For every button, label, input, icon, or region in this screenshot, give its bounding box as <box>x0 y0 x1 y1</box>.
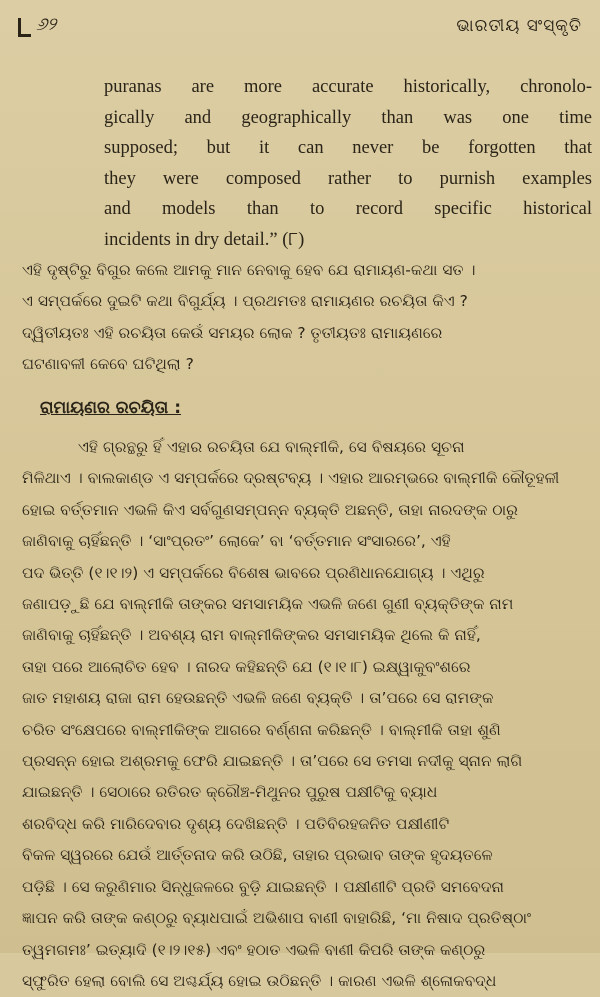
running-title: ଭାରତୀୟ ସଂସ୍କୃତି <box>456 16 582 36</box>
quote-line: supposed; but it can never be forgotten that <box>104 138 592 158</box>
paragraph-body <box>22 432 592 997</box>
text-line: ଏହି ଦୃଷ୍ଟିରୁ ବିଗୁର କଲେ ଆମକୁ ମାନ ନେବାକୁ ହେବ ଯେ ରାମାୟଣ-କଥା ସତ । <box>22 261 476 279</box>
corner-mark <box>18 18 31 37</box>
text-line: ଦ୍ୱିତୀୟତଃ ଏହି ରଚୟିତା କେଉଁ ସମୟର ଲୋକ ? ତୃତୀୟତଃ ରାମାୟଣରେ <box>22 323 443 342</box>
text-line: ପ୍ରସନ୍ନ ହୋଇ ଅଶ୍ରମକୁ ଫେରି ଯାଇଛନ୍ତି । ତା’ପରେ ସେ ତମସା ନଦୀକୁ ସ୍ନାନ ଲାଗି <box>22 752 523 771</box>
text-line: ପଡ଼ିଛି । ସେ କରୁଣିମାର ସିନ୍ଧୁଜଳରେ ବୁଡ଼ି ଯାଇଛନ୍ତି । ପକ୍ଷୀଣୀଟି ପ୍ରତି ସମବେଦନା <box>22 877 504 896</box>
page-number: ୬୨ <box>36 14 57 35</box>
quote-line: and models than to record specific historical <box>104 199 592 219</box>
text-line: ଜ୍ଞାପନ କରି ତାଙ୍କ କଣ୍ଠରୁ ବ୍ୟାଧପାଇଁ ଅଭିଶାପ ବାଣୀ ବାହାରିଛି, ‘ମା ନିଷାଦ ପ୍ରତିଷ୍ଠାଂ <box>22 909 532 928</box>
quote-line: they were composed rather to purnish examples <box>104 168 592 189</box>
text-line: ଜାଣିବାକୁ ଚାହିଁଛନ୍ତି । ‘ସାଂପ୍ରତଂ’ ଲୋକେ’ ବା ‘ବର୍ତ୍ତମାନ ସଂସାରରେ’, ଏହି <box>22 532 451 551</box>
text-line: ଚରିତ ସଂକ୍ଷେପରେ ବାଲ୍ମୀକିଙ୍କ ଆଗରେ ବର୍ଣ୍ଣନା କରିଛନ୍ତି । ବାଲ୍ମୀକି ତାହା ଶୁଣି <box>22 720 501 739</box>
text-line: ଯାଇଛନ୍ତି । ସେଠାରେ ରତିରତ କ୍ରୌଞ୍ଚ-ମିଥୁନର ପୁରୁଷ ପକ୍ଷୀଟିକୁ ବ୍ୟାଧ <box>22 783 438 802</box>
quote-line: incidents in dry detail.” (୮) <box>104 229 305 250</box>
text-line: ତାହା ପରେ ଆଲୋଚିତ ହେବ । ନାରଦ କହିଛନ୍ତି ଯେ (୧।୧।୮) ଇକ୍ଷ୍ୱାକୁବଂଶରେ <box>22 657 471 676</box>
paragraph-intro <box>22 255 592 381</box>
text-line: ଘଟଣାବଳୀ କେବେ ଘଟିଥିଲା ? <box>22 355 194 374</box>
text-line: ପଦ ଭିତ୍ତି (୧।୧।୨) ଏ ସମ୍ପର୍କରେ ବିଶେଷ ଭାବରେ ପ୍ରଣିଧାନଯୋଗ୍ୟ । ଏଥିରୁ <box>22 563 485 582</box>
text-line: ମିଳିଥାଏ । ବାଲକାଣ୍ଡ ଏ ସମ୍ପର୍କରେ ଦ୍ରଷ୍ଟବ୍ୟ । ଏହାର ଆରମ୍ଭରେ ବାଲ୍ମୀକି କୌତୂହଳୀ <box>22 469 560 488</box>
text-line: ସ୍ଫୁରିତ ହେଲା ବୋଲି ସେ ଅଶ୍ଚର୍ଯ୍ୟ ହୋଇ ଉଠିଛନ୍ତି । କାରଣ ଏଭଳି ଶ୍ଳୋକବଦ୍ଧ <box>22 971 497 990</box>
text-line: ଏହି ଗ୍ରନ୍ଥରୁ ହିଁ ଏହାର ରଚୟିତା ଯେ ବାଲ୍ମୀକି, ସେ ବିଷୟରେ ସୂଚନା <box>78 438 465 456</box>
text-line: ଶରବିଦ୍ଧ କରି ମାରିଦେବାର ଦୃଶ୍ୟ ଦେଖିଛନ୍ତି । ପତିବିରହଜନିତ ପକ୍ଷୀଣୀଟି <box>22 814 450 833</box>
english-quote <box>104 72 592 255</box>
quote-line: puranas are more accurate historically, chronolo- <box>104 77 592 97</box>
text-line: ଜଣାପଡ଼ୁଛି ଯେ ବାଲ୍ମୀକି ତାଙ୍କର ସମସାମୟିକ ଏଭଳି ଜଣେ ଗୁଣୀ ବ୍ୟକ୍ତିଙ୍କ ନାମ <box>22 595 514 614</box>
section-heading: ରାମାୟଣର ରଚୟିତା : <box>40 398 182 418</box>
text-line: ଏ ସମ୍ପର୍କରେ ଦୁଇଟି କଥା ବିଗୁର୍ଯ୍ୟ । ପ୍ରଥମତଃ ରାମାୟଣର ରଚୟିତା କିଏ ? <box>22 292 468 311</box>
text-line: ହୋଇ ବର୍ତ୍ତମାନ ଏଭଳି କିଏ ସର୍ବଗୁଣସମ୍ପନ୍ନ ବ୍ୟକ୍ତି ଅଛନ୍ତି, ତାହା ନାରଦଙ୍କ ଠାରୁ <box>22 500 518 519</box>
quote-line: gically and geographically than was one time <box>104 107 592 128</box>
text-line: ତ୍ୱମଗମଃ’ ଇତ୍ୟାଦି (୧।୨।୧୫) ଏବଂ ହଠାତ ଏଭଳି ବାଣୀ କିପରି ତାଙ୍କ କଣ୍ଠରୁ <box>22 940 486 959</box>
text-line: ବିକଳ ସ୍ୱରରେ ଯେଉଁ ଆର୍ତ୍ତନାଦ କରି ଉଠିଛି, ତାହାର ପ୍ରଭାବ ତାଙ୍କ ହୃଦୟତଳେ <box>22 846 493 865</box>
text-line: ଜାତ ମହାଶୟ ରାଜା ରାମ ହେଉଛନ୍ତି ଏଭଳି ଜଣେ ବ୍ୟକ୍ତି । ତା’ପରେ ସେ ରାମଙ୍କ <box>22 689 494 708</box>
page-header <box>18 14 582 42</box>
text-line: ଜାଣିବାକୁ ଚାହିଁଛନ୍ତି । ଅବଶ୍ୟ ରାମ ବାଲ୍ମୀକିଙ୍କର ସମସାମୟିକ ଥିଲେ କି ନାହିଁ, <box>22 626 481 645</box>
